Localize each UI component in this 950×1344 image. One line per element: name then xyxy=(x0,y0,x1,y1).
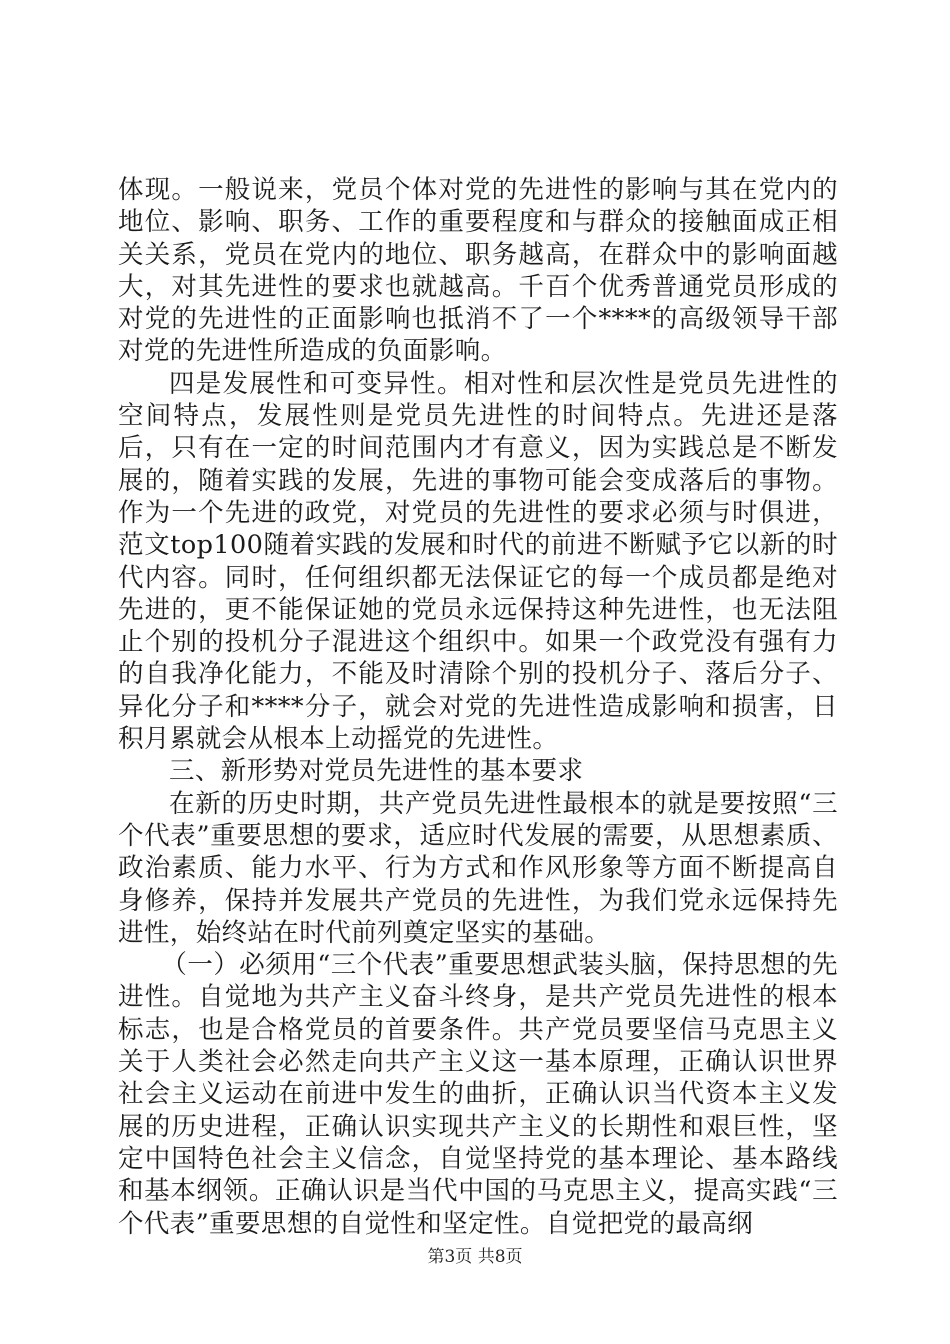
document-body xyxy=(118,174,838,1240)
paragraph-item-one: （一）必须用“三个代表”重要思想武装头脑，保持思想的先进性。自觉地为共产主义奋斗终身，是共产党员先进性的根本标志，也是合格党员的首要条件。共产党员要坚信马克思主义关于人类社会必然走向共产主义这一基本原理，正确认识世界社会主义运动在前进中发生的曲折，正确认识当代资本主义发展的历史进程，正确认识实现共产主义的长期性和艰巨性，坚定中国特色社会主义信念，自觉坚持党的基本理论、基本路线和基本纲领。正确认识是当代中国的马克思主义，提高实践“三个代表”重要思想的自觉性和坚定性。自觉把党的最高纲 xyxy=(118,950,838,1239)
paragraph-development: 四是发展性和可变异性。相对性和层次性是党员先进性的空间特点，发展性则是党员先进性的时间特点。先进还是落后，只有在一定的时间范围内才有意义，因为实践总是不断发展的，随着实践的发展，先进的事物可能会变成落后的事物。作为一个先进的政党，对党员的先进性的要求必须与时俱进，范文top100随着实践的发展和时代的前进不断赋予它以新的时代内容。同时，任何组织都无法保证它的每一个成员都是绝对先进的，更不能保证她的党员永远保持这种先进性，也无法阻止个别的投机分子混进这个组织中。如果一个政党没有强有力的自我净化能力，不能及时清除个别的投机分子、落后分子、异化分子和****分子，就会对党的先进性造成影响和损害，日积月累就会从根本上动摇党的先进性。 xyxy=(118,368,838,755)
page-number-footer: 第3页 共8页 xyxy=(427,1247,523,1267)
section-heading: 三、新形势对党员先进性的基本要求 xyxy=(169,756,584,787)
paragraph-new-era: 在新的历史时期，共产党员先进性最根本的就是要按照“三个代表”重要思想的要求，适应时代发展的需要，从思想素质、政治素质、能力水平、行为方式和作风形象等方面不断提高自身修养，保持并发展共产党员的先进性，为我们党永远保持先进性，始终站在时代前列奠定坚实的基础。 xyxy=(118,788,838,948)
paragraph-continuation: 体现。一般说来，党员个体对党的先进性的影响与其在党内的地位、影响、职务、工作的重要程度和与群众的接触面成正相关关系，党员在党内的地位、职务越高，在群众中的影响面越大，对其先进性的要求也就越高。千百个优秀普通党员形成的对党的先进性的正面影响也抵消不了一个****的高级领导干部对党的先进性所造成的负面影响。 xyxy=(118,175,838,367)
